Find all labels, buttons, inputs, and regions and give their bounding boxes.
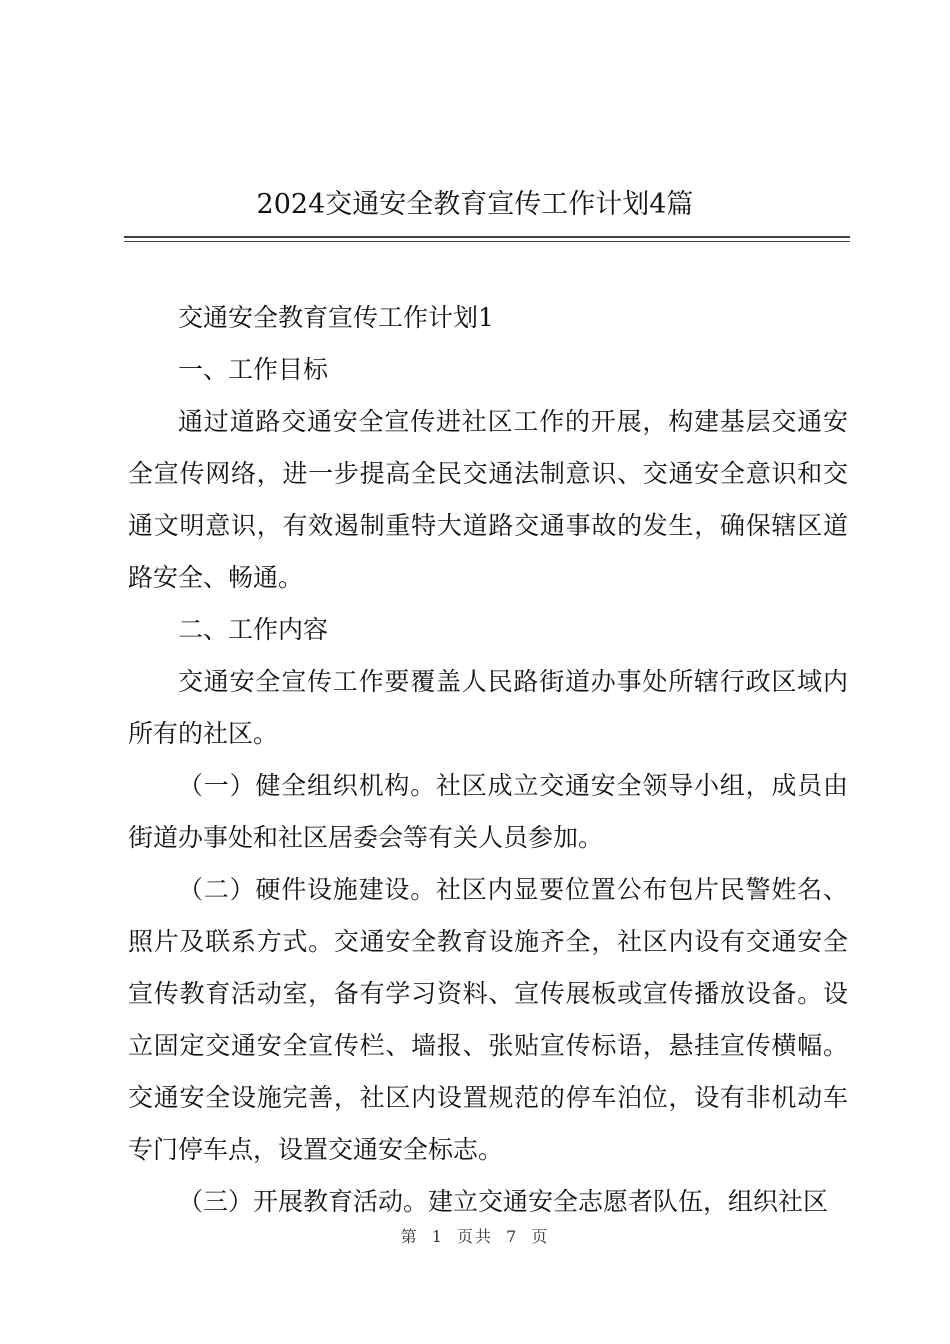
title-divider <box>124 236 850 242</box>
paragraph: （二）硬件设施建设。社区内显要位置公布包片民警姓名、照片及联系方式。交通安全教育设施齐全，社区内设有交通安全宣传教育活动室，备有学习资料、宣传展板或宣传播放设备。设立固定交通安全宣传栏、墙报、张贴宣传标语，悬挂宣传横幅。交通安全设施完善，社区内设置规范的停车泊位，设有非机动车专门停车点，设置交通安全标志。 <box>128 875 848 1164</box>
paragraph: 通过道路交通安全宣传进社区工作的开展，构建基层交通安全宣传网络，进一步提高全民交通法制意识、交通安全意识和交通文明意识，有效遏制重特大道路交通事故的发生，确保辖区道路安全、畅通。 <box>128 407 848 592</box>
document-body <box>128 292 848 1228</box>
page-title: 2024交通安全教育宣传工作计划4篇 <box>256 189 694 220</box>
page-footer: 第 1 页共 7 页 <box>400 1227 550 1246</box>
paragraph: （三）开展教育活动。建立交通安全志愿者队伍，组织社区 <box>178 1187 829 1216</box>
paragraph: 交通安全宣传工作要覆盖人民路街道办事处所辖行政区域内所有的社区。 <box>128 667 848 748</box>
paragraph: （一）健全组织机构。社区成立交通安全领导小组，成员由街道办事处和社区居委会等有关人员参加。 <box>128 771 848 852</box>
subheading-content: 二、工作内容 <box>178 615 329 644</box>
subheading-goals: 一、工作目标 <box>178 355 329 384</box>
section-heading: 交通安全教育宣传工作计划1 <box>178 303 494 332</box>
